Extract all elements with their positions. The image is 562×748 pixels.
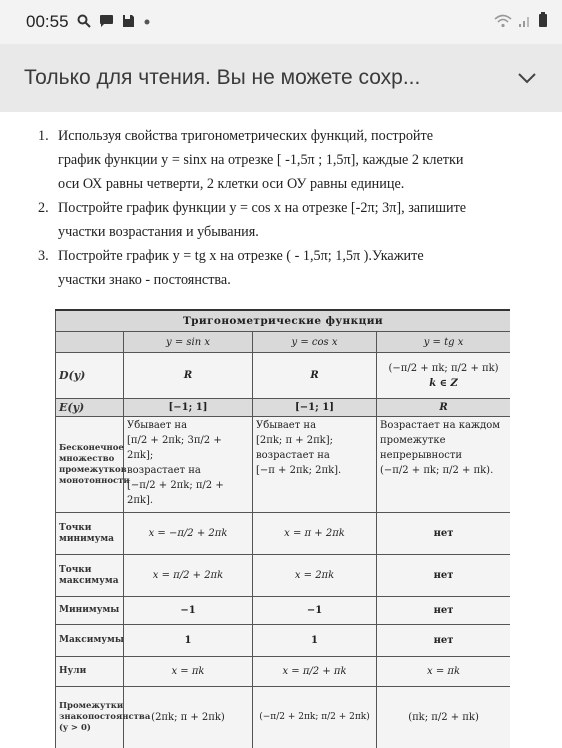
task-line: Используя свойства тригонометрических функций, постройте [58, 128, 434, 144]
table-cell: x = 2πk [253, 555, 377, 597]
table-caption: Тригонометрические функции [56, 310, 511, 332]
table-cell: (−π/2 + 2πk; π/2 + 2πk) [253, 687, 377, 748]
cell-line: Убывает на [127, 420, 188, 431]
table-cell: R [253, 353, 377, 399]
task-item [38, 196, 538, 244]
row-label: Минимумы [56, 597, 124, 625]
dot-icon [143, 15, 151, 29]
status-bar [0, 0, 562, 44]
table-cell: 1 [253, 625, 377, 657]
cell-line: (−π/2 + πk; π/2 + πk). [380, 465, 494, 476]
col-header-cos: y = cos x [253, 332, 377, 353]
table-cell: нет [377, 625, 511, 657]
row-label: Нули [56, 657, 124, 687]
row-label: Бесконечное множество промежутков монотонности [56, 417, 124, 513]
wifi-icon [494, 13, 512, 32]
domain-note: k ∈ Z [429, 377, 458, 389]
task-item [38, 244, 538, 292]
table-cell: x = πk [124, 657, 253, 687]
table-cell: нет [377, 555, 511, 597]
cell-line: [π/2 + 2πk; 3π/2 + 2πk]; [127, 435, 222, 461]
table-cell [377, 353, 511, 399]
table-cell: R [124, 353, 253, 399]
task-item [38, 124, 538, 196]
row-label: E(y) [56, 399, 124, 417]
table-cell: x = πk [377, 657, 511, 687]
table-cell [253, 417, 377, 513]
document-page [0, 112, 562, 748]
table-cell: нет [377, 597, 511, 625]
row-label: Промежутки знакопостоянства (y > 0) [56, 687, 124, 748]
col-header-sin: y = sin x [124, 332, 253, 353]
row-label: Максимумы [56, 625, 124, 657]
trig-functions-table [55, 309, 510, 748]
cell-line: Убывает на [256, 420, 317, 431]
corner-cell [56, 332, 124, 353]
row-label: Точки максимума [56, 555, 124, 597]
chevron-down-icon[interactable] [514, 65, 540, 91]
save-icon [122, 14, 135, 31]
task-number: 3. [38, 248, 49, 264]
task-line: оси ОХ равны четверти, 2 клетки оси ОУ равны единице. [58, 176, 405, 192]
message-icon [99, 14, 114, 31]
task-line: Постройте график функции y = cos x на отрезке [-2π; 3π], запишите [58, 200, 467, 216]
cell-line: [−π + 2πk; 2πk]. [256, 465, 342, 476]
table-cell: x = −π/2 + 2πk [124, 513, 253, 555]
table-cell: −1 [253, 597, 377, 625]
signal-icon [518, 13, 532, 32]
search-icon [77, 14, 91, 31]
battery-icon [538, 12, 548, 32]
table-cell: −1 [124, 597, 253, 625]
task-number: 2. [38, 200, 49, 216]
task-list [38, 124, 538, 292]
row-label: Точки минимума [56, 513, 124, 555]
banner-text: Только для чтения. Вы не можете сохр... [24, 66, 421, 89]
table-cell: [−1; 1] [124, 399, 253, 417]
table-cell: (2πk; π + 2πk) [124, 687, 253, 748]
cell-line: возрастает на [127, 465, 201, 476]
table-cell [377, 417, 511, 513]
cell-line: [2πk; π + 2πk]; [256, 435, 334, 446]
cell-line: [−π/2 + 2πk; π/2 + 2πk]. [127, 480, 224, 506]
cell-line: возрастает на [256, 450, 330, 461]
table-cell: x = π/2 + πk [253, 657, 377, 687]
task-line: Постройте график y = tg x на отрезке ( - 1,5π; 1,5π ).Укажите [58, 248, 424, 264]
table-cell: нет [377, 513, 511, 555]
task-line: участки знако - постоянства. [58, 272, 231, 288]
col-header-tg: y = tg x [377, 332, 511, 353]
table-cell: [−1; 1] [253, 399, 377, 417]
table-cell: 1 [124, 625, 253, 657]
table-cell: R [377, 399, 511, 417]
table-cell: x = π + 2πk [253, 513, 377, 555]
trig-table-image [55, 309, 510, 748]
status-time: 00:55 [26, 12, 69, 31]
cell-line: Возрастает на каждом промежутке непрерывности [380, 420, 501, 461]
table-cell [124, 417, 253, 513]
task-line: график функции y = sinx на отрезке [ -1,5π ; 1,5π], каждые 2 клетки [58, 152, 464, 168]
table-cell: (πk; π/2 + πk) [377, 687, 511, 748]
read-only-banner[interactable] [0, 44, 562, 112]
table-cell: x = π/2 + 2πk [124, 555, 253, 597]
domain-interval: (−π/2 + πk; π/2 + πk) [388, 362, 499, 374]
task-number: 1. [38, 128, 49, 144]
task-line: участки возрастания и убывания. [58, 224, 259, 240]
row-label: D(y) [56, 353, 124, 399]
